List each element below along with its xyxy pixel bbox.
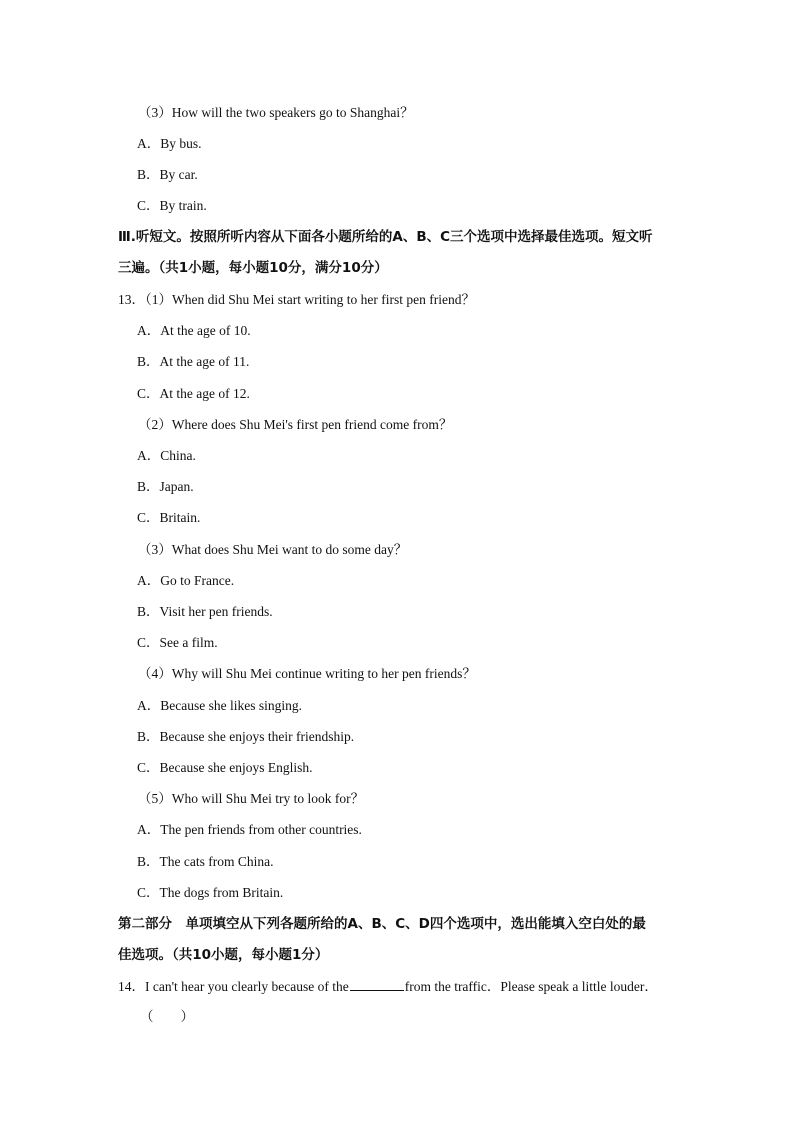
option-a: A．China. (137, 448, 196, 463)
option-c: C．Because she enjoys English. (137, 760, 313, 775)
option-b: B．By car. (137, 167, 198, 182)
option-c: C．At the age of 12. (137, 386, 250, 401)
question-text: （2）Where does Shu Mei's first pen friend come from？ (138, 417, 453, 432)
option-c: C．The dogs from Britain. (137, 885, 284, 900)
option-a: A．Because she likes singing. (137, 698, 302, 713)
question-text-after-blank: from the traffic．Please speak a little louder． (404, 979, 658, 994)
part-heading-line1: 第二部分 单项填空从下列各题所给的A、B、C、D四个选项中，选出能填入空白处的最 (118, 916, 646, 932)
question-text: （5）Who will Shu Mei try to look for？ (138, 791, 365, 806)
question-number: 13． (118, 292, 145, 307)
answer-blank (350, 977, 404, 991)
option-b: B．The cats from China. (137, 854, 274, 869)
section-heading-line1: Ⅲ.听短文。按照所听内容从下面各小题所给的A、B、C三个选项中选择最佳选项。短文听 (118, 229, 653, 245)
option-b: B．Japan. (137, 479, 194, 494)
question-text-before-blank: 14．I can't hear you clearly because of the (118, 979, 349, 994)
option-a: A．Go to France. (137, 573, 235, 588)
option-c: C．See a film. (137, 635, 218, 650)
option-a: A．The pen friends from other countries. (137, 822, 362, 837)
question-13-line (118, 291, 475, 309)
option-b: B．Visit her pen friends. (137, 604, 273, 619)
part-heading-line2: 佳选项。（共10小题，每小题1分） (118, 947, 329, 963)
option-a: A．By bus. (137, 136, 202, 151)
question-14-line (118, 977, 658, 996)
answer-parentheses: （ ） (140, 1009, 194, 1024)
question-text: （4）Why will Shu Mei continue writing to her pen friends？ (138, 666, 476, 681)
option-c: C．Britain. (137, 510, 201, 525)
option-c: C．By train. (137, 198, 207, 213)
option-b: B．Because she enjoys their friendship. (137, 729, 355, 744)
question-text: （3）What does Shu Mei want to do some day？ (138, 542, 408, 557)
section-heading-line2: 三遍。（共1小题，每小题10分，满分10分） (118, 260, 388, 276)
question-text: （3）How will the two speakers go to Shanghai？ (138, 105, 414, 120)
question-text: （1）When did Shu Mei start writing to her first pen friend？ (145, 292, 475, 307)
option-b: B．At the age of 11. (137, 354, 250, 369)
option-a: A．At the age of 10. (137, 323, 251, 338)
